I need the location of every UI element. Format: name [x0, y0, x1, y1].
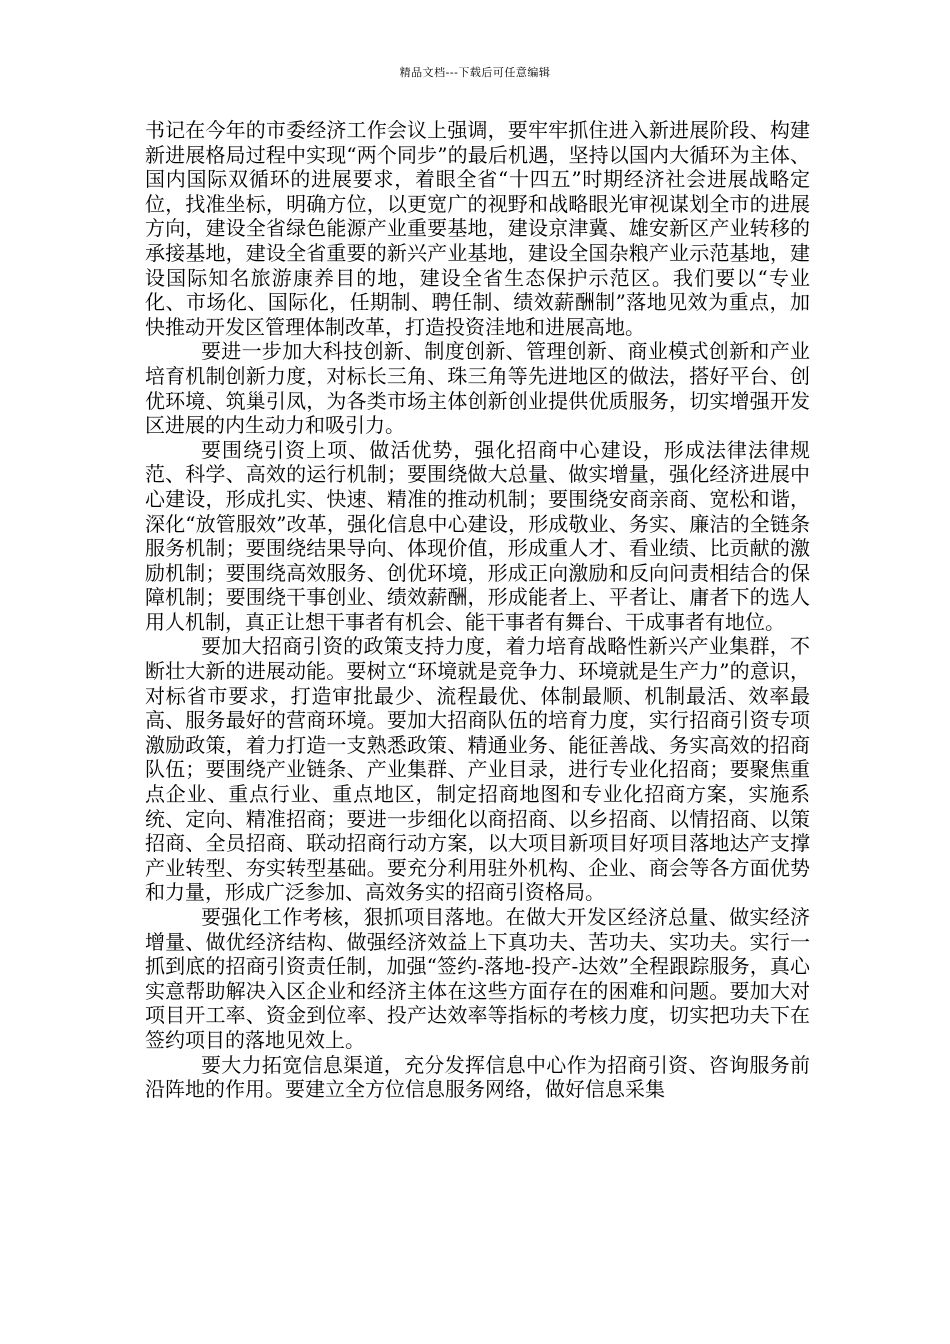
paragraph: 要围绕引资上项、做活优势，强化招商中心建设，形成法律法律规范、科学、高效的运行机制；要围绕做大总量、做实增量，强化经济进展中心建设，形成扎实、快速、精准的推动机制；要围绕安商亲商、宽松和谐，深化“放管服效”改革，强化信息中心建设，形成敬业、务实、廉洁的全链条服务机制；要围绕结果导向、体现价值，形成重人才、看业绩、比贡献的激励机制；要围绕高效服务、创优环境，形成正向激励和反向问责相结合的保障机制；要围绕干事创业、绩效薪酬，形成能者上、平者让、庸者下的选人用人机制，真正让想干事者有机会、能干事者有舞台、干成事者有地位。	[145, 437, 810, 634]
paragraph: 要进一步加大科技创新、制度创新、管理创新、商业模式创新和产业培育机制创新力度，对标长三角、珠三角等先进地区的做法，搭好平台、创优环境、筑巢引凤，为各类市场主体创新创业提供优质服务，切实增强开发区进展的内生动力和吸引力。	[145, 339, 810, 438]
document-body	[145, 118, 810, 1102]
page-header: 精品文档---下载后可任意编辑	[399, 66, 551, 79]
paragraph: 要强化工作考核，狠抓项目落地。在做大开发区经济总量、做实经济增量、做优经济结构、做强经济效益上下真功夫、苦功夫、实功夫。实行一抓到底的招商引资责任制，加强“签约-落地-投产-达效”全程跟踪服务，真心实意帮助解决入区企业和经济主体在这些方面存在的困难和问题。要加大对项目开工率、资金到位率、投产达效率等指标的考核力度，切实把功夫下在签约项目的落地见效上。	[145, 905, 810, 1052]
paragraph: 要加大招商引资的政策支持力度，着力培育战略性新兴产业集群，不断壮大新的进展动能。要树立“环境就是竞争力、环境就是生产力”的意识，对标省市要求，打造审批最少、流程最优、体制最顺、机制最活、效率最高、服务最好的营商环境。要加大招商队伍的培育力度，实行招商引资专项激励政策，着力打造一支熟悉政策、精通业务、能征善战、务实高效的招商队伍；要围绕产业链条、产业集群、产业目录，进行专业化招商；要聚焦重点企业、重点行业、重点地区，制定招商地图和专业化招商方案，实施系统、定向、精准招商；要进一步细化以商招商、以乡招商、以情招商、以策招商、全员招商、联动招商行动方案，以大项目新项目好项目落地达产支撑产业转型、夯实转型基础。要充分利用驻外机构、企业、商会等各方面优势和力量，形成广泛参加、高效务实的招商引资格局。	[145, 634, 810, 905]
paragraph: 要大力拓宽信息渠道，充分发挥信息中心作为招商引资、咨询服务前沿阵地的作用。要建立全方位信息服务网络，做好信息采集	[145, 1052, 810, 1102]
paragraph: 书记在今年的市委经济工作会议上强调，要牢牢抓住进入新进展阶段、构建新进展格局过程中实现“两个同步”的最后机遇，坚持以国内大循环为主体、国内国际双循环的进展要求，着眼全省“十四五”时期经济社会进展战略定位，找准坐标，明确方位，以更宽广的视野和战略眼光审视谋划全市的进展方向，建设全省绿色能源产业重要基地，建设京津冀、雄安新区产业转移的承接基地，建设全省重要的新兴产业基地，建设全国杂粮产业示范基地，建设国际知名旅游康养目的地，建设全省生态保护示范区。我们要以“专业化、市场化、国际化，任期制、聘任制、绩效薪酬制”落地见效为重点，加快推动开发区管理体制改革，打造投资洼地和进展高地。	[145, 118, 810, 339]
